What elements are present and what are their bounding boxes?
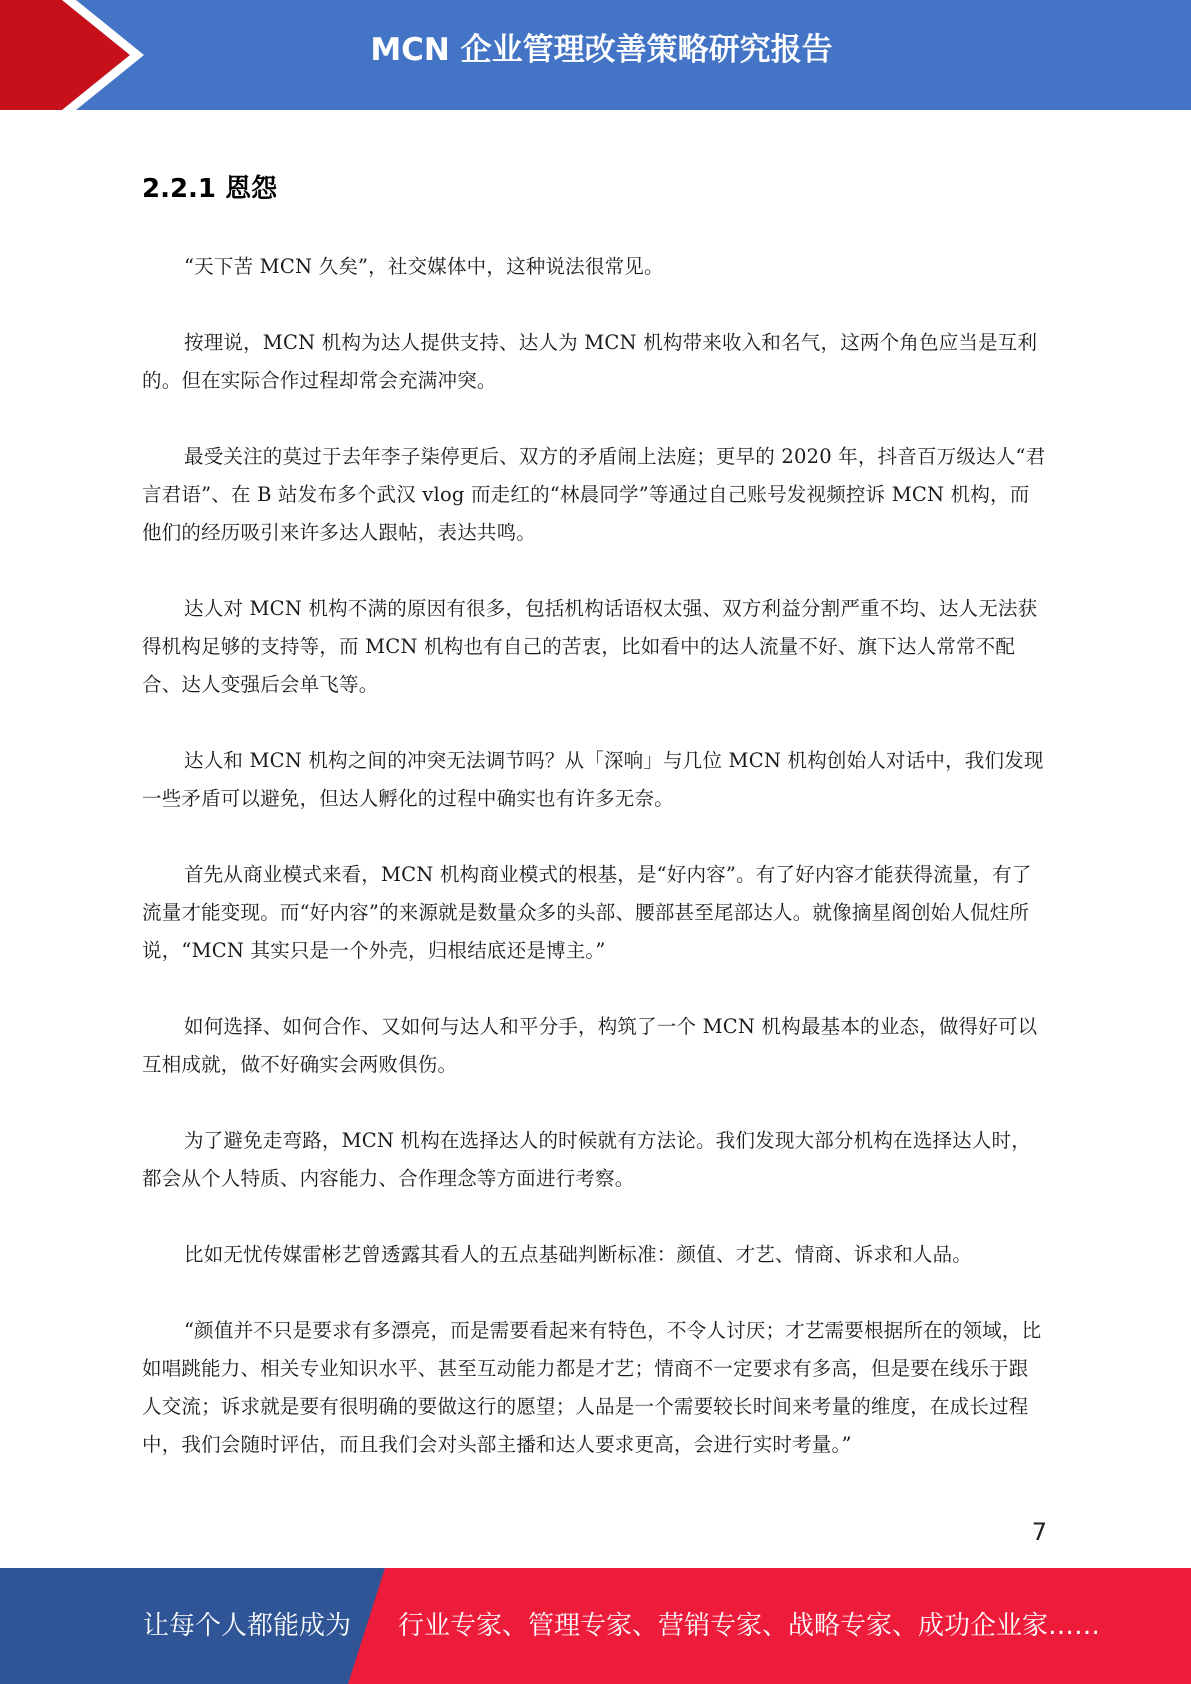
paragraph: “颜值并不只是要求有多漂亮，而是需要看起来有特色，不令人讨厌；才艺需要根据所在的领域，比如唱跳能力、相关专业知识水平、甚至互动能力都是才艺；情商不一定要求有多高，但是要在线乐于跟人交流；诉求就是要有很明确的要做这行的愿望；人品是一个需要较长时间来考量的维度，在成长过程中，我们会随时评估，而且我们会对头部主播和达人要求更高，会进行实时考量。” [142, 1319, 1042, 1456]
paragraph: “天下苦 MCN 久矣”，社交媒体中，这种说法很常见。 [184, 255, 664, 278]
page-footer [0, 1568, 1191, 1684]
paragraph: 首先从商业模式来看，MCN 机构商业模式的根基，是“好内容”。有了好内容才能获得流量，有了流量才能变现。而“好内容”的来源就是数量众多的头部、腰部甚至尾部达人。就像摘星阁创始人侃炷所说，“MCN 其实只是一个外壳，归根结底还是博主。” [142, 863, 1032, 962]
paragraph: 按理说，MCN 机构为达人提供支持、达人为 MCN 机构带来收入和名气，这两个角色应当是互利的。但在实际合作过程却常会充满冲突。 [142, 331, 1038, 392]
paragraph: 如何选择、如何合作、又如何与达人和平分手，构筑了一个 MCN 机构最基本的业态，做得好可以互相成就，做不好确实会两败俱伤。 [142, 1015, 1038, 1076]
paragraph: 达人对 MCN 机构不满的原因有很多，包括机构话语权太强、双方利益分割严重不均、达人无法获得机构足够的支持等，而 MCN 机构也有自己的苦衷，比如看中的达人流量不好、旗下达人常常不配合、达人变强后会单飞等。 [142, 597, 1038, 696]
page-header [0, 0, 1191, 110]
paragraph: 最受关注的莫过于去年李子柒停更后、双方的矛盾闹上法庭；更早的 2020 年，抖音百万级达人“君言君语”、在 B 站发布多个武汉 vlog 而走红的“林晨同学”等通过自己账号发视频控诉 MCN 机构，而他们的经历吸引来许多达人跟帖，表达共鸣。 [142, 445, 1046, 544]
report-title: MCN 企业管理改善策略研究报告 [370, 32, 833, 68]
body-content [142, 248, 1047, 1502]
paragraph: 比如无忧传媒雷彬艺曾透露其看人的五点基础判断标准：颜值、才艺、情商、诉求和人品。 [184, 1243, 973, 1266]
section-heading: 2.2.1 恩怨 [142, 174, 278, 204]
page-number: 7 [1031, 1518, 1047, 1546]
footer-slogan-right: 行业专家、管理专家、营销专家、战略专家、成功企业家…… [398, 1611, 1101, 1641]
footer-slogan-left: 让每个人都能成为 [143, 1611, 352, 1641]
paragraph: 为了避免走弯路，MCN 机构在选择达人的时候就有方法论。我们发现大部分机构在选择达人时，都会从个人特质、内容能力、合作理念等方面进行考察。 [142, 1129, 1031, 1190]
paragraph: 达人和 MCN 机构之间的冲突无法调节吗？从「深响」与几位 MCN 机构创始人对话中，我们发现一些矛盾可以避免，但达人孵化的过程中确实也有许多无奈。 [142, 749, 1044, 810]
